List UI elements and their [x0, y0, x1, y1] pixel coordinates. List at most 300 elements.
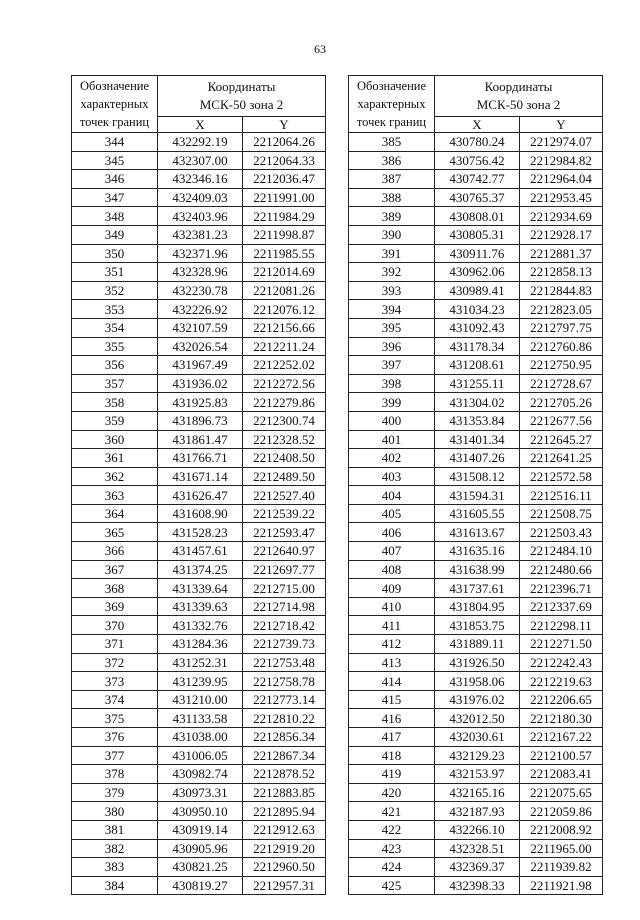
table-row — [72, 170, 326, 189]
table-row — [72, 411, 326, 430]
point-number-cell: 366 — [72, 542, 158, 561]
table-row — [349, 263, 603, 282]
point-header-line1: Обозначение — [356, 79, 427, 93]
point-number-cell: 352 — [72, 281, 158, 300]
y-coordinate-cell: 2212206.65 — [520, 690, 603, 709]
x-coordinate-cell: 431958.06 — [435, 672, 520, 691]
point-number-cell: 347 — [72, 188, 158, 207]
y-coordinate-cell: 2212014.69 — [243, 263, 326, 282]
y-coordinate-cell: 2212960.50 — [243, 858, 326, 877]
table-row — [72, 430, 326, 449]
x-coordinate-cell: 430911.76 — [435, 244, 520, 263]
table-row — [349, 300, 603, 319]
point-number-cell: 408 — [349, 560, 435, 579]
x-coordinate-cell: 431401.34 — [435, 430, 520, 449]
x-coordinate-cell: 431038.00 — [158, 728, 243, 747]
point-number-cell: 389 — [349, 207, 435, 226]
y-coordinate-cell: 2212878.52 — [243, 765, 326, 784]
y-coordinate-cell: 2212934.69 — [520, 207, 603, 226]
point-number-cell: 402 — [349, 449, 435, 468]
x-coordinate-cell: 431925.83 — [158, 393, 243, 412]
y-coordinate-cell: 2212081.26 — [243, 281, 326, 300]
x-coordinate-cell: 430819.27 — [158, 876, 243, 895]
table-row — [72, 486, 326, 505]
y-coordinate-cell: 2212156.66 — [243, 318, 326, 337]
table-row — [72, 188, 326, 207]
y-coordinate-cell: 2212844.83 — [520, 281, 603, 300]
y-coordinate-cell: 2212328.52 — [243, 430, 326, 449]
table-row — [349, 393, 603, 412]
x-coordinate-cell: 430805.31 — [435, 225, 520, 244]
coordinates-table-left-body — [72, 76, 326, 895]
point-number-cell: 355 — [72, 337, 158, 356]
y-coordinate-cell: 2212957.31 — [243, 876, 326, 895]
y-coordinate-cell: 2212064.26 — [243, 133, 326, 152]
table-row — [72, 672, 326, 691]
point-number-cell: 356 — [72, 356, 158, 375]
point-number-cell: 398 — [349, 374, 435, 393]
y-coordinate-cell: 2212677.56 — [520, 411, 603, 430]
table-row — [349, 579, 603, 598]
point-number-cell: 396 — [349, 337, 435, 356]
table-row — [72, 244, 326, 263]
y-coordinate-cell: 2212503.43 — [520, 523, 603, 542]
table-row — [349, 560, 603, 579]
table-row — [349, 802, 603, 821]
y-coordinate-cell: 2212539.22 — [243, 504, 326, 523]
x-coordinate-cell: 432187.93 — [435, 802, 520, 821]
x-coordinate-cell: 431353.84 — [435, 411, 520, 430]
point-number-cell: 420 — [349, 783, 435, 802]
table-row — [349, 486, 603, 505]
table-row — [72, 560, 326, 579]
y-coordinate-cell: 2211991.00 — [243, 188, 326, 207]
x-coordinate-cell: 431766.71 — [158, 449, 243, 468]
x-coordinate-cell: 431508.12 — [435, 467, 520, 486]
point-number-cell: 393 — [349, 281, 435, 300]
point-number-cell: 376 — [72, 728, 158, 747]
y-coordinate-cell: 2212211.24 — [243, 337, 326, 356]
y-coordinate-cell: 2212964.04 — [520, 170, 603, 189]
y-coordinate-cell: 2212100.57 — [520, 746, 603, 765]
x-coordinate-cell: 430905.96 — [158, 839, 243, 858]
y-coordinate-cell: 2212912.63 — [243, 820, 326, 839]
table-row — [349, 523, 603, 542]
y-coordinate-cell: 2212739.73 — [243, 635, 326, 654]
point-number-cell: 367 — [72, 560, 158, 579]
coordinates-header-line1: Координаты — [207, 79, 276, 94]
point-number-cell: 424 — [349, 858, 435, 877]
point-number-cell: 349 — [72, 225, 158, 244]
y-coordinate-cell: 2212705.26 — [520, 393, 603, 412]
point-number-cell: 388 — [349, 188, 435, 207]
y-coordinate-cell: 2212856.34 — [243, 728, 326, 747]
point-header-line2: характерных — [357, 97, 426, 111]
table-row — [72, 337, 326, 356]
y-coordinate-cell: 2212714.98 — [243, 597, 326, 616]
table-row — [72, 728, 326, 747]
point-number-cell: 386 — [349, 151, 435, 170]
table-row — [72, 504, 326, 523]
table-row — [349, 318, 603, 337]
table-row — [349, 356, 603, 375]
y-coordinate-cell: 2212641.25 — [520, 449, 603, 468]
table-row — [349, 225, 603, 244]
y-coordinate-cell: 2212271.50 — [520, 635, 603, 654]
point-header-line2: характерных — [80, 97, 149, 111]
point-number-cell: 344 — [72, 133, 158, 152]
point-number-cell: 422 — [349, 820, 435, 839]
x-coordinate-cell: 432165.16 — [435, 783, 520, 802]
y-header: Y — [243, 117, 326, 133]
x-coordinate-cell: 432409.03 — [158, 188, 243, 207]
point-number-cell: 417 — [349, 728, 435, 747]
y-coordinate-cell: 2212300.74 — [243, 411, 326, 430]
y-coordinate-cell: 2212810.22 — [243, 709, 326, 728]
y-coordinate-cell: 2212773.14 — [243, 690, 326, 709]
x-coordinate-cell: 431284.36 — [158, 635, 243, 654]
x-coordinate-cell: 431407.26 — [435, 449, 520, 468]
x-coordinate-cell: 431635.16 — [435, 542, 520, 561]
x-coordinate-cell: 431034.23 — [435, 300, 520, 319]
table-row — [72, 133, 326, 152]
coordinates-table-left — [71, 75, 326, 895]
x-coordinate-cell: 431252.31 — [158, 653, 243, 672]
y-coordinate-cell: 2212697.77 — [243, 560, 326, 579]
y-coordinate-cell: 2212919.20 — [243, 839, 326, 858]
point-number-cell: 416 — [349, 709, 435, 728]
table-row — [349, 635, 603, 654]
y-coordinate-cell: 2212242.43 — [520, 653, 603, 672]
point-number-cell: 415 — [349, 690, 435, 709]
point-number-cell: 412 — [349, 635, 435, 654]
table-row — [349, 170, 603, 189]
table-row — [349, 151, 603, 170]
x-coordinate-cell: 431332.76 — [158, 616, 243, 635]
x-coordinate-cell: 431528.23 — [158, 523, 243, 542]
point-number-cell: 405 — [349, 504, 435, 523]
point-number-cell: 414 — [349, 672, 435, 691]
x-coordinate-cell: 431626.47 — [158, 486, 243, 505]
x-coordinate-cell: 431133.58 — [158, 709, 243, 728]
table-row — [349, 616, 603, 635]
point-number-cell: 381 — [72, 820, 158, 839]
x-coordinate-cell: 431737.61 — [435, 579, 520, 598]
x-coordinate-cell: 431304.02 — [435, 393, 520, 412]
y-coordinate-cell: 2212167.22 — [520, 728, 603, 747]
point-number-cell: 413 — [349, 653, 435, 672]
page-number: 63 — [314, 42, 326, 56]
table-row — [72, 356, 326, 375]
y-coordinate-cell: 2212728.67 — [520, 374, 603, 393]
table-row — [72, 765, 326, 784]
y-coordinate-cell: 2212984.82 — [520, 151, 603, 170]
x-coordinate-cell: 431889.11 — [435, 635, 520, 654]
x-coordinate-cell: 431804.95 — [435, 597, 520, 616]
y-coordinate-cell: 2212298.11 — [520, 616, 603, 635]
point-number-cell: 387 — [349, 170, 435, 189]
y-coordinate-cell: 2212408.50 — [243, 449, 326, 468]
x-coordinate-cell: 431613.67 — [435, 523, 520, 542]
table-row — [72, 300, 326, 319]
table-row — [349, 597, 603, 616]
y-coordinate-cell: 2212396.71 — [520, 579, 603, 598]
point-number-cell: 400 — [349, 411, 435, 430]
point-number-cell: 382 — [72, 839, 158, 858]
table-row — [72, 393, 326, 412]
y-coordinate-cell: 2212823.05 — [520, 300, 603, 319]
point-number-cell: 419 — [349, 765, 435, 784]
point-number-cell: 379 — [72, 783, 158, 802]
point-number-cell: 378 — [72, 765, 158, 784]
table-row — [72, 709, 326, 728]
coordinates-header — [435, 76, 603, 117]
table-row — [349, 746, 603, 765]
table-row — [72, 151, 326, 170]
table-row — [72, 839, 326, 858]
table-row — [349, 411, 603, 430]
y-coordinate-cell: 2212758.78 — [243, 672, 326, 691]
x-coordinate-cell: 432346.16 — [158, 170, 243, 189]
y-coordinate-cell: 2211985.55 — [243, 244, 326, 263]
y-coordinate-cell: 2212480.66 — [520, 560, 603, 579]
y-coordinate-cell: 2212640.97 — [243, 542, 326, 561]
coordinates-table-right-body — [349, 76, 603, 895]
y-coordinate-cell: 2212064.33 — [243, 151, 326, 170]
x-coordinate-cell: 431608.90 — [158, 504, 243, 523]
point-number-cell: 365 — [72, 523, 158, 542]
table-row — [349, 281, 603, 300]
x-coordinate-cell: 432266.10 — [435, 820, 520, 839]
point-header — [349, 76, 435, 133]
x-coordinate-cell: 431896.73 — [158, 411, 243, 430]
point-number-cell: 372 — [72, 653, 158, 672]
x-coordinate-cell: 432129.23 — [435, 746, 520, 765]
x-coordinate-cell: 432107.59 — [158, 318, 243, 337]
x-coordinate-cell: 432026.54 — [158, 337, 243, 356]
point-number-cell: 369 — [72, 597, 158, 616]
x-coordinate-cell: 431457.61 — [158, 542, 243, 561]
x-coordinate-cell: 431339.63 — [158, 597, 243, 616]
point-header-line3: точек границ — [356, 115, 427, 129]
point-number-cell: 425 — [349, 876, 435, 895]
point-number-cell: 357 — [72, 374, 158, 393]
y-coordinate-cell: 2212760.86 — [520, 337, 603, 356]
point-number-cell: 401 — [349, 430, 435, 449]
table-row — [349, 728, 603, 747]
y-coordinate-cell: 2212484.10 — [520, 542, 603, 561]
x-coordinate-cell: 430742.77 — [435, 170, 520, 189]
x-coordinate-cell: 432030.61 — [435, 728, 520, 747]
y-coordinate-cell: 2212797.75 — [520, 318, 603, 337]
table-row — [72, 858, 326, 877]
table-row — [72, 635, 326, 654]
x-coordinate-cell: 432371.96 — [158, 244, 243, 263]
y-coordinate-cell: 2212953.45 — [520, 188, 603, 207]
table-row — [349, 709, 603, 728]
table-row — [72, 802, 326, 821]
table-row — [349, 858, 603, 877]
x-coordinate-cell: 431926.50 — [435, 653, 520, 672]
table-row — [349, 504, 603, 523]
point-number-cell: 351 — [72, 263, 158, 282]
x-coordinate-cell: 430962.06 — [435, 263, 520, 282]
x-coordinate-cell: 432369.37 — [435, 858, 520, 877]
point-number-cell: 353 — [72, 300, 158, 319]
y-coordinate-cell: 2212272.56 — [243, 374, 326, 393]
table-row — [72, 281, 326, 300]
x-coordinate-cell: 431092.43 — [435, 318, 520, 337]
x-header: X — [158, 117, 243, 133]
point-number-cell: 391 — [349, 244, 435, 263]
table-row — [349, 449, 603, 468]
point-header-line3: точек границ — [79, 115, 150, 129]
y-coordinate-cell: 2212008.92 — [520, 820, 603, 839]
x-coordinate-cell: 432328.51 — [435, 839, 520, 858]
y-coordinate-cell: 2212895.94 — [243, 802, 326, 821]
point-number-cell: 423 — [349, 839, 435, 858]
point-number-cell: 418 — [349, 746, 435, 765]
x-coordinate-cell: 430821.25 — [158, 858, 243, 877]
y-coordinate-cell: 2212337.69 — [520, 597, 603, 616]
y-coordinate-cell: 2212059.86 — [520, 802, 603, 821]
y-coordinate-cell: 2211965.00 — [520, 839, 603, 858]
point-number-cell: 354 — [72, 318, 158, 337]
point-number-cell: 348 — [72, 207, 158, 226]
x-coordinate-cell: 431255.11 — [435, 374, 520, 393]
x-coordinate-cell: 430765.37 — [435, 188, 520, 207]
table-row — [72, 467, 326, 486]
y-coordinate-cell: 2212180.30 — [520, 709, 603, 728]
table-row — [349, 244, 603, 263]
point-number-cell: 346 — [72, 170, 158, 189]
y-coordinate-cell: 2212974.07 — [520, 133, 603, 152]
x-coordinate-cell: 432328.96 — [158, 263, 243, 282]
y-coordinate-cell: 2212252.02 — [243, 356, 326, 375]
x-coordinate-cell: 432398.33 — [435, 876, 520, 895]
coordinates-header — [158, 76, 326, 117]
point-number-cell: 377 — [72, 746, 158, 765]
point-number-cell: 421 — [349, 802, 435, 821]
x-coordinate-cell: 432292.19 — [158, 133, 243, 152]
x-coordinate-cell: 432403.96 — [158, 207, 243, 226]
point-number-cell: 375 — [72, 709, 158, 728]
x-coordinate-cell: 430919.14 — [158, 820, 243, 839]
table-row — [72, 263, 326, 282]
x-header: X — [435, 117, 520, 133]
point-number-cell: 361 — [72, 449, 158, 468]
x-coordinate-cell: 432012.50 — [435, 709, 520, 728]
table-row — [349, 374, 603, 393]
y-coordinate-cell: 2212753.48 — [243, 653, 326, 672]
table-row — [72, 225, 326, 244]
y-coordinate-cell: 2211998.87 — [243, 225, 326, 244]
table-header-row — [72, 76, 326, 117]
point-number-cell: 371 — [72, 635, 158, 654]
point-number-cell: 385 — [349, 133, 435, 152]
x-coordinate-cell: 431374.25 — [158, 560, 243, 579]
table-row — [349, 337, 603, 356]
x-coordinate-cell: 431936.02 — [158, 374, 243, 393]
y-coordinate-cell: 2212076.12 — [243, 300, 326, 319]
x-coordinate-cell: 432381.23 — [158, 225, 243, 244]
x-coordinate-cell: 432153.97 — [435, 765, 520, 784]
table-row — [72, 746, 326, 765]
y-coordinate-cell: 2212508.75 — [520, 504, 603, 523]
y-coordinate-cell: 2212715.00 — [243, 579, 326, 598]
point-number-cell: 364 — [72, 504, 158, 523]
x-coordinate-cell: 431605.55 — [435, 504, 520, 523]
table-row — [72, 820, 326, 839]
y-coordinate-cell: 2212645.27 — [520, 430, 603, 449]
y-coordinate-cell: 2212750.95 — [520, 356, 603, 375]
point-number-cell: 373 — [72, 672, 158, 691]
x-coordinate-cell: 431638.99 — [435, 560, 520, 579]
point-number-cell: 411 — [349, 616, 435, 635]
point-header-line1: Обозначение — [79, 79, 150, 93]
point-number-cell: 407 — [349, 542, 435, 561]
x-coordinate-cell: 430982.74 — [158, 765, 243, 784]
point-number-cell: 394 — [349, 300, 435, 319]
table-row — [349, 765, 603, 784]
x-coordinate-cell: 431006.05 — [158, 746, 243, 765]
table-row — [349, 839, 603, 858]
coordinates-header-line2: МСК-50 зона 2 — [199, 97, 284, 112]
x-coordinate-cell: 430808.01 — [435, 207, 520, 226]
x-coordinate-cell: 432307.00 — [158, 151, 243, 170]
point-number-cell: 384 — [72, 876, 158, 895]
table-row — [349, 690, 603, 709]
table-row — [72, 542, 326, 561]
point-number-cell: 390 — [349, 225, 435, 244]
x-coordinate-cell: 432226.92 — [158, 300, 243, 319]
y-coordinate-cell: 2212075.65 — [520, 783, 603, 802]
y-coordinate-cell: 2212593.47 — [243, 523, 326, 542]
table-row — [349, 653, 603, 672]
x-coordinate-cell: 431976.02 — [435, 690, 520, 709]
table-row — [72, 523, 326, 542]
point-number-cell: 345 — [72, 151, 158, 170]
y-coordinate-cell: 2212881.37 — [520, 244, 603, 263]
x-coordinate-cell: 430973.31 — [158, 783, 243, 802]
point-number-cell: 406 — [349, 523, 435, 542]
x-coordinate-cell: 431339.64 — [158, 579, 243, 598]
point-number-cell: 370 — [72, 616, 158, 635]
y-coordinate-cell: 2212219.63 — [520, 672, 603, 691]
y-coordinate-cell: 2212572.58 — [520, 467, 603, 486]
coordinates-header-line1: Координаты — [484, 79, 553, 94]
table-row — [72, 318, 326, 337]
point-number-cell: 383 — [72, 858, 158, 877]
y-coordinate-cell: 2212083.41 — [520, 765, 603, 784]
point-header — [72, 76, 158, 133]
x-coordinate-cell: 431671.14 — [158, 467, 243, 486]
point-number-cell: 358 — [72, 393, 158, 412]
table-header-row — [349, 76, 603, 117]
x-coordinate-cell: 430756.42 — [435, 151, 520, 170]
point-number-cell: 359 — [72, 411, 158, 430]
coordinates-header-line2: МСК-50 зона 2 — [476, 97, 561, 112]
table-row — [349, 820, 603, 839]
table-row — [72, 616, 326, 635]
table-row — [72, 374, 326, 393]
y-coordinate-cell: 2212279.86 — [243, 393, 326, 412]
table-row — [349, 188, 603, 207]
table-row — [72, 690, 326, 709]
y-coordinate-cell: 2212036.47 — [243, 170, 326, 189]
y-coordinate-cell: 2211921.98 — [520, 876, 603, 895]
y-coordinate-cell: 2212718.42 — [243, 616, 326, 635]
